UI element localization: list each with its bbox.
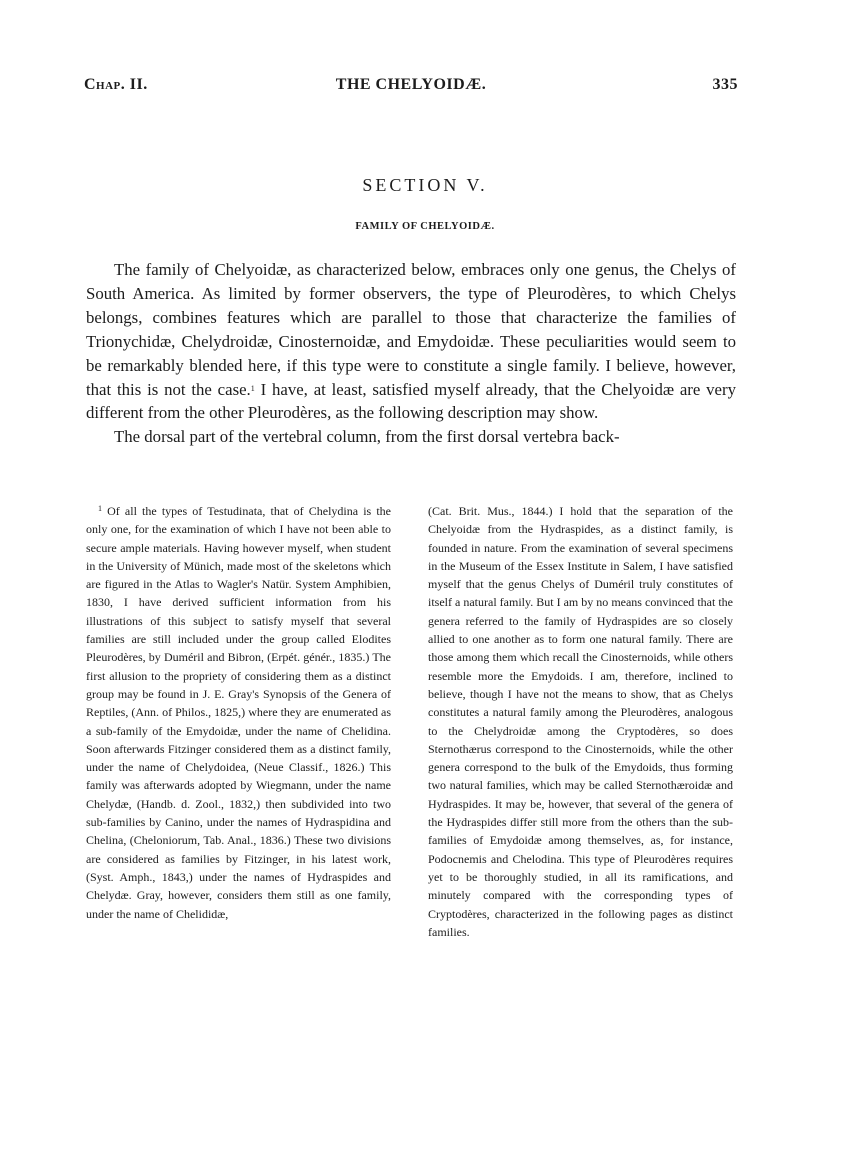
paragraph-text-continued: I have, at least, satisfied myself already, that the Chelyoidæ are very different from the other Pleurodères, as the following description may show. xyxy=(86,379,736,423)
footnote-right-text: (Cat. Brit. Mus., 1844.) I hold that the separation of the Chelyoidæ from the Hydraspides, as a distinct family, is founded in nature. From the examination of several specimens in the Museum of the Essex Institute in Salem, I have satisfied myself that the genus Chelys of Duméril truly constitutes of itself a natural family. But I am by no means convinced that the genera referred to the family of Hydraspides are so closely allied to one another as to form one natural family. There are those among them which recall the Cinosternoids, while others resemble more the Emydoids. I am, therefore, inclined to believe, though I have not the means to show, that as Chelys constitutes a natural family among the Pleurodères, analogous to the Chelydroidæ among the Cryptodères, so does Sternothærus correspond to the Cinosternoids, while the other genera correspond to the bulk of the Emydoids, thus forming two natural families, which may be called Sternothæroidæ and Hydraspides. It may be, however, that several of the genera of the Hydraspides differ still more from the others than the sub-families of Emydoidæ among themselves, as, for instance, Podocnemis and Chelodina. This type of Pleurodères requires yet to be thoroughly studied, in all its ramifications, and minutely compared with the corresponding types of Cryptodères, characterized in the following pages as distinct families. xyxy=(428,504,733,939)
footnote-left-text: Of all the types of Testudinata, that of Chelydina is the only one, for the examination of which I have not been able to secure ample materials. Having however myself, when student in the University of Münich, made most of the skeletons which are figured in the Atlas to Wagler's Natür. System Amphibien, 1830, I have derived sufficient information from his illustrations of this subject to satisfy myself that several families are still included under the group called Elodites Pleurodères, by Duméril and Bibron, (Erpét. génér., 1835.) The first allusion to the propriety of considering them as a distinct group may be found in J. E. Gray's Synopsis of the Genera of Reptiles, (Ann. of Philos., 1825,) where they are enumerated as a sub-family of the Emydoidæ, under the name of Chelidina. Soon afterwards Fitzinger considered them as a distinct family, under the name of Chelydoidea, (Neue Classif., 1826.) This family was afterwards adopted by Wiegmann, under the name Chelydæ, (Handb. d. Zool., 1832,) then subdivided into two sub-families by Canino, under the names of Hydraspidina and Chelina, (Cheloniorum, Tab. Anal., 1836.) These two divisions are considered as families by Fitzinger, in his latest work, (Syst. Amph., 1843,) under the names of Hydraspides and Chelydæ. Gray, however, considers them still as one family, under the name of Chelididæ, xyxy=(86,504,391,921)
page-number: 335 xyxy=(712,76,738,93)
footnote-text xyxy=(86,502,391,923)
chapter-label: Chap. II. xyxy=(84,76,148,93)
running-title: THE CHELYOIDÆ. xyxy=(335,76,487,93)
footnote-reference: 1 xyxy=(250,383,255,393)
running-head xyxy=(84,76,738,100)
paragraph-text: The family of Chelyoidæ, as characterized below, embraces only one genus, the Chelys of South America. As limited by former observers, the type of Pleurodères, to which Chelys belongs, combines features which are parallel to those that characterize the families of Trionychidæ, Chelydroidæ, Cinosternoidæ, and Emydoidæ. These peculiarities would seem to be remarkably blended here, if this type were to constitute a single family. I believe, however, that this is not the case. xyxy=(86,260,736,399)
footnote-column-right xyxy=(428,502,733,941)
body-paragraph: The dorsal part of the vertebral column, from the first dorsal vertebra back- xyxy=(114,427,620,447)
body-text xyxy=(86,258,736,449)
footnote-column-left xyxy=(86,502,391,923)
section-title: SECTION V. xyxy=(362,175,488,195)
footnote-mark: 1 xyxy=(98,504,102,513)
body-paragraph xyxy=(86,258,736,425)
section-subtitle: FAMILY OF CHELYOIDÆ. xyxy=(355,221,495,232)
